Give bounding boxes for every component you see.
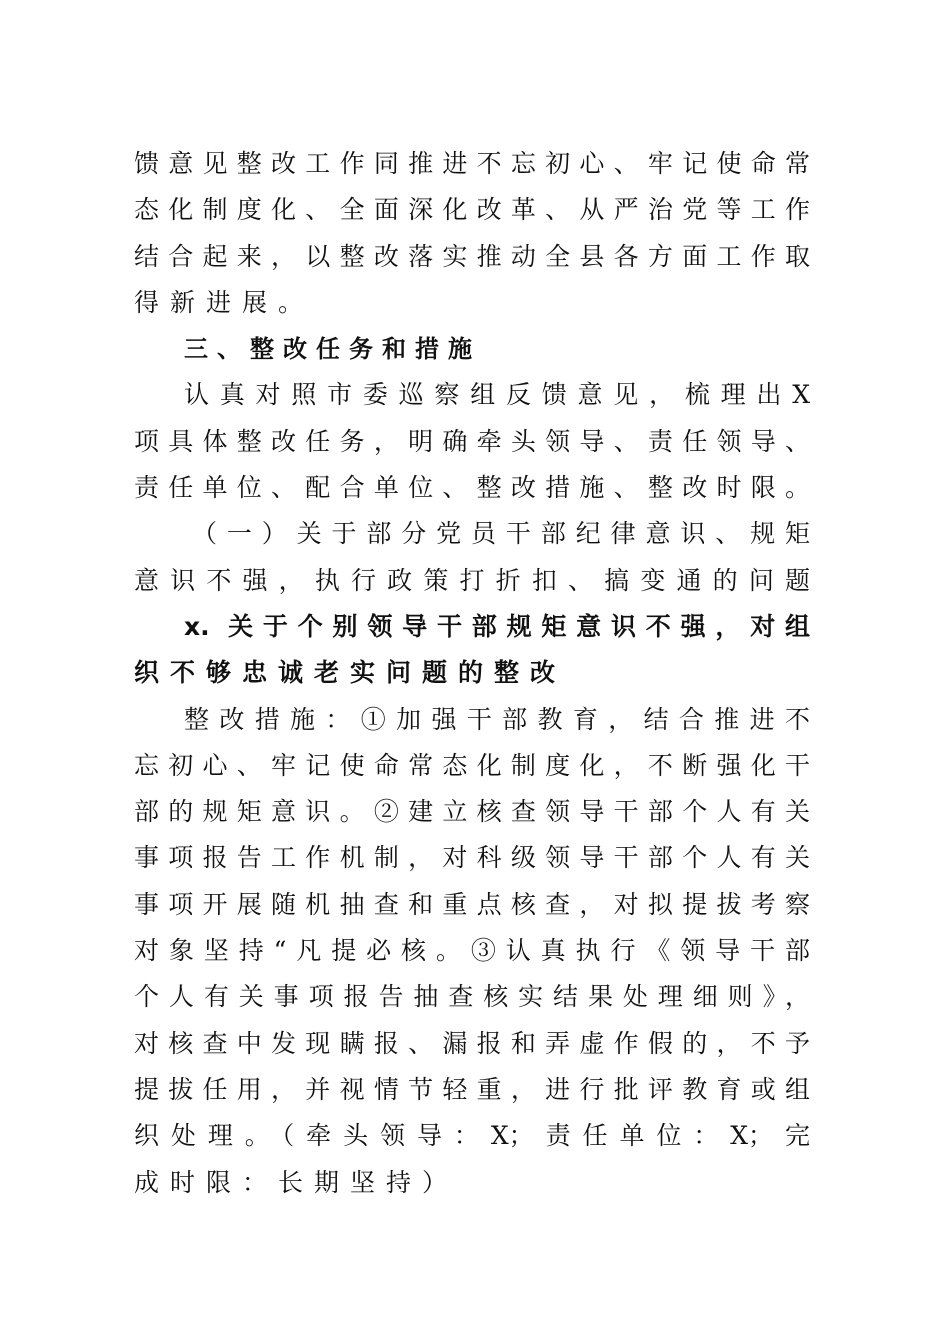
text-line: 成时限：长期坚持）: [134, 1167, 459, 1197]
text-line: 织处理。（牵头领导：X；责任单位：X；完: [134, 1121, 810, 1151]
text-line: 事项开展随机抽查和重点核查，对拟提拔考察: [134, 889, 810, 919]
text-line: 项具体整改任务，明确牵头领导、责任领导、: [134, 426, 810, 456]
text-line: 对核查中发现瞒报、漏报和弄虚作假的，不予: [134, 1028, 810, 1058]
text-line: 整改措施：①加强干部教育，结合推进不: [184, 704, 810, 734]
text-line: 结合起来，以整改落实推动全县各方面工作取: [134, 241, 810, 271]
text-line: 忘初心、牢记使命常态化制度化，不断强化干: [134, 750, 810, 780]
text-line: 对象坚持“凡提必核。③认真执行《领导干部: [134, 936, 810, 966]
subsection-heading: 意识不强，执行政策打折扣、搞变通的问题: [134, 565, 810, 595]
item-heading: x. 关于个别领导干部规矩意识不强，对组: [184, 611, 810, 641]
text-line: 态化制度化、全面深化改革、从严治党等工作: [134, 195, 810, 225]
text-line: 事项报告工作机制，对科级领导干部个人有关: [134, 843, 810, 873]
text-line: 认真对照市委巡察组反馈意见，梳理出X: [184, 380, 810, 410]
text-line: 个人有关事项报告抽查核实结果处理细则》，: [134, 982, 810, 1012]
text-line: 馈意见整改工作同推进不忘初心、牢记使命常: [134, 149, 810, 178]
text-line: 责任单位、配合单位、整改措施、整改时限。: [134, 473, 810, 503]
text-line: 得新进展。: [134, 287, 315, 317]
text-line: 提拔任用，并视情节轻重，进行批评教育或组: [134, 1074, 810, 1104]
document-page: [134, 141, 810, 1206]
section-heading: 三、整改任务和措施: [184, 335, 481, 364]
item-heading: 织不够忠诚老实问题的整改: [134, 658, 567, 688]
subsection-heading: （一）关于部分党员干部纪律意识、规矩: [192, 519, 810, 549]
text-line: 部的规矩意识。②建立核查领导干部个人有关: [134, 797, 810, 827]
